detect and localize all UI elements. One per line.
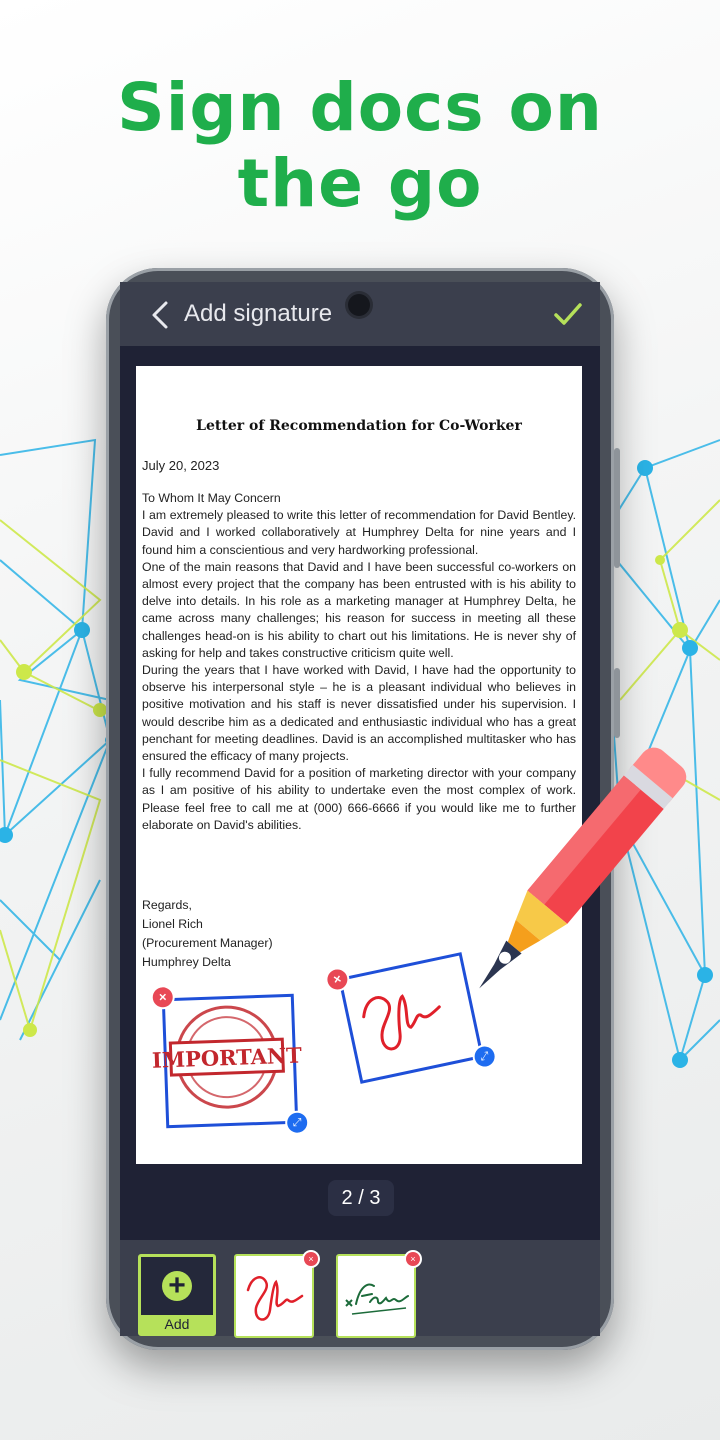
- closing-text: Regards,: [142, 898, 192, 912]
- add-signature-label: Add: [141, 1315, 213, 1333]
- document-paragraph: During the years that I have worked with David, I have had the opportunity to observe his interpersonal style – he is a pleasant individual who believes in positive motivation and his staff is never dissatisfied under his supervision. I would describe him as a dedicated and enthusiastic individual who has a great penchant for meeting deadlines. David is an accomplished multitasker who has ensured the efficacy of many projects.: [142, 663, 576, 764]
- document-signoff: [142, 896, 273, 972]
- saved-signature-tile[interactable]: [234, 1254, 314, 1338]
- saved-signature-tile[interactable]: [336, 1254, 416, 1338]
- document-paragraph: I fully recommend David for a position of marketing director with your company as I am positive of his ability to undertake even the most complex of work. Please feel free to call me at (000) 666-6666 if you would like me to further elaborate on David's abilities.: [142, 766, 576, 832]
- resize-handle-icon[interactable]: ⤢: [473, 1045, 497, 1069]
- close-icon[interactable]: ×: [406, 1252, 420, 1266]
- resize-handle-icon[interactable]: ⤢: [287, 1112, 308, 1133]
- signer-company: Humphrey Delta: [142, 955, 231, 969]
- signature-tray: [120, 1240, 600, 1336]
- phone-side-button: [614, 448, 620, 568]
- chevron-left-icon[interactable]: [146, 298, 176, 332]
- signature-thumbnail: [338, 1256, 414, 1336]
- signer-role: (Procurement Manager): [142, 936, 273, 950]
- document-paragraph: I am extremely pleased to write this letter of recommendation for David Bentley. David and I worked collaboratively at Humphrey Delta for nine years and I found him a conscientious and very hardworking professional.: [142, 508, 576, 557]
- phone-side-button: [614, 668, 620, 738]
- add-signature-button[interactable]: [138, 1254, 216, 1336]
- signature-thumbnail: [236, 1256, 312, 1336]
- important-stamp: [151, 997, 303, 1119]
- stamp-text: IMPORTANT: [151, 1042, 303, 1073]
- document-paragraph: One of the main reasons that David and I have been successful co-workers on almost every project that the company has been entrusted with is his ability to delve into details. In his role as a marketing manager at Humphrey Delta, he came across many challenges; his reason for success in meeting all these challenges head-on is his ability to chart out his limitations. He is never shy of asking for help and takes constructive criticism quite well.: [142, 559, 576, 660]
- headline-line-2: the go: [237, 145, 483, 222]
- promo-headline: [0, 70, 720, 222]
- checkmark-icon[interactable]: [550, 296, 586, 332]
- headline-line-1: Sign docs on: [117, 69, 603, 146]
- fountain-pen-icon: [436, 730, 696, 1040]
- close-icon[interactable]: ×: [326, 968, 350, 992]
- close-icon[interactable]: ×: [304, 1252, 318, 1266]
- app-top-bar: [120, 282, 600, 346]
- plus-icon: +: [162, 1271, 192, 1301]
- document-date: July 20, 2023: [142, 458, 220, 473]
- close-icon[interactable]: ×: [152, 987, 173, 1008]
- app-screen: [120, 282, 600, 1336]
- document-greeting: To Whom It May Concern: [142, 491, 281, 505]
- signer-name: Lionel Rich: [142, 917, 203, 931]
- front-camera: [348, 294, 370, 316]
- document-title: Letter of Recommendation for Co-Worker: [196, 418, 522, 434]
- page-title: Add signature: [184, 300, 333, 327]
- page-indicator: 2 / 3: [328, 1180, 394, 1216]
- stamp-selection-box[interactable]: [151, 989, 303, 1129]
- phone-mockup: [106, 268, 614, 1350]
